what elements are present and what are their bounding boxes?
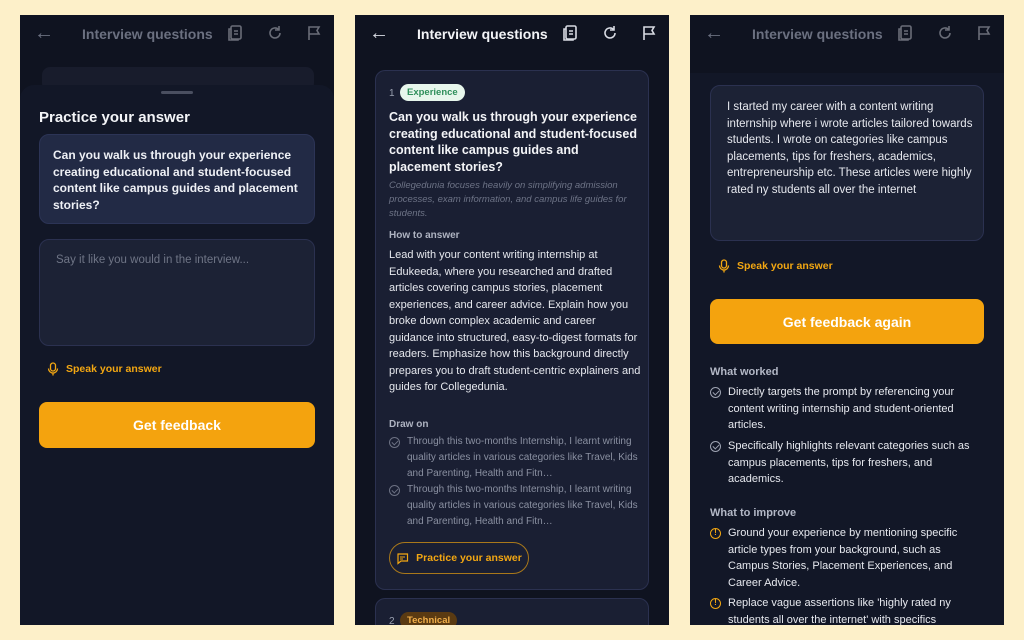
practice-answer-screen [20,15,334,625]
practice-answer-button[interactable] [389,542,529,574]
worked-item [710,384,980,434]
what-to-improve-label: What to improve [710,507,797,519]
flag-icon[interactable] [975,24,993,42]
app-header [355,15,669,53]
mic-icon [718,259,730,273]
next-question-card[interactable] [375,598,649,625]
page-title: Interview questions [82,26,213,42]
improve-item [710,595,980,625]
worked-item-text: Directly targets the prompt by referencing your content writing internship and student-oriented articles. [728,386,955,431]
page-title: Interview questions [752,26,883,42]
question-card [375,70,649,590]
app-header [20,15,334,53]
draw-on-label: Draw on [389,419,429,430]
question-number: 1 [389,88,395,99]
question-detail-screen [355,15,669,625]
copy-icon[interactable] [226,24,244,42]
answer-input[interactable] [39,239,315,346]
speak-answer-label: Speak your answer [66,363,162,375]
draw-on-item [389,482,639,530]
speak-answer-button[interactable] [47,362,162,376]
improve-item [710,525,980,591]
flag-icon[interactable] [640,24,658,42]
refresh-icon[interactable] [601,24,619,42]
worked-item-text: Specifically highlights relevant categories such as campus placements, tips for freshers, and academics. [728,440,970,485]
category-tag: Experience [400,84,465,101]
copy-icon[interactable] [561,24,579,42]
how-to-answer-text: Lead with your content writing internship at Edukeeda, where you researched and drafted articles covering campus stories, placement experiences, and career advice. Explain how you broke down complex academic and career guidance into structured, easy-to-digest formats for readers. Emphasize how this background directly prepares you to draft student-centric explainers and guides for Collegedunia. [389,249,641,393]
warning-circle-icon [710,598,721,609]
question-text: Can you walk us through your experience creating educational and student-focused content like campus guides and placement stories? [53,148,298,212]
answer-text: I started my career with a content writing internship where i wrote articles tailored towards students. I wrote on categories like campus placements, tips for freshers, academics, entrepreneurship etc. These articles were highly rated ny students all over the internet [727,101,973,196]
app-header [690,15,1004,53]
question-card [39,134,315,224]
category-tag: Technical [400,612,457,625]
warning-circle-icon [710,528,721,539]
draw-on-item-text: Through this two-months Internship, I learnt writing quality articles in various categories like Travel, Kids and Parenting, Health and Fitn… [407,436,638,479]
answer-placeholder: Say it like you would in the interview... [56,254,250,266]
speak-answer-button[interactable] [718,259,833,273]
question-title: Can you walk us through your experience creating educational and student-focused content like campus guides and placement stories? [389,110,637,174]
speak-answer-label: Speak your answer [737,260,833,272]
back-arrow-icon[interactable]: ← [369,22,389,44]
sheet-title: Practice your answer [39,109,190,126]
question-number: 2 [389,616,395,625]
practice-sheet [20,85,334,625]
check-circle-icon [389,485,400,496]
draw-on-item-text: Through this two-months Internship, I learnt writing quality articles in various categories like Travel, Kids and Parenting, Health and Fitn… [407,484,638,527]
sheet-drag-handle[interactable] [161,91,193,94]
page-title: Interview questions [417,26,548,42]
chat-icon [396,552,409,565]
mic-icon [47,362,59,376]
refresh-icon[interactable] [936,24,954,42]
get-feedback-button[interactable]: Get feedback [39,402,315,448]
feedback-screen [690,15,1004,625]
get-feedback-again-button[interactable]: Get feedback again [710,299,984,344]
check-circle-icon [710,387,721,398]
check-circle-icon [389,437,400,448]
back-arrow-icon[interactable]: ← [34,22,54,44]
how-to-answer-label: How to answer [389,230,460,241]
what-worked-label: What worked [710,366,779,378]
back-arrow-icon[interactable]: ← [704,22,724,44]
company-context: Collegedunia focuses heavily on simplifying admission processes, exam information, and campus life guides for students. [389,180,627,219]
worked-item [710,438,980,488]
draw-on-item [389,434,639,482]
flag-icon[interactable] [305,24,323,42]
check-circle-icon [710,441,721,452]
answer-input[interactable] [710,85,984,241]
refresh-icon[interactable] [266,24,284,42]
copy-icon[interactable] [896,24,914,42]
practice-answer-label: Practice your answer [416,552,522,564]
improve-item-text: Ground your experience by mentioning specific article types from your background, such as Campus Stories, Placement Experiences, and Career Advice. [728,527,958,589]
improve-item-text: Replace vague assertions like 'highly rated ny students all over the internet' with specifics [728,597,951,625]
